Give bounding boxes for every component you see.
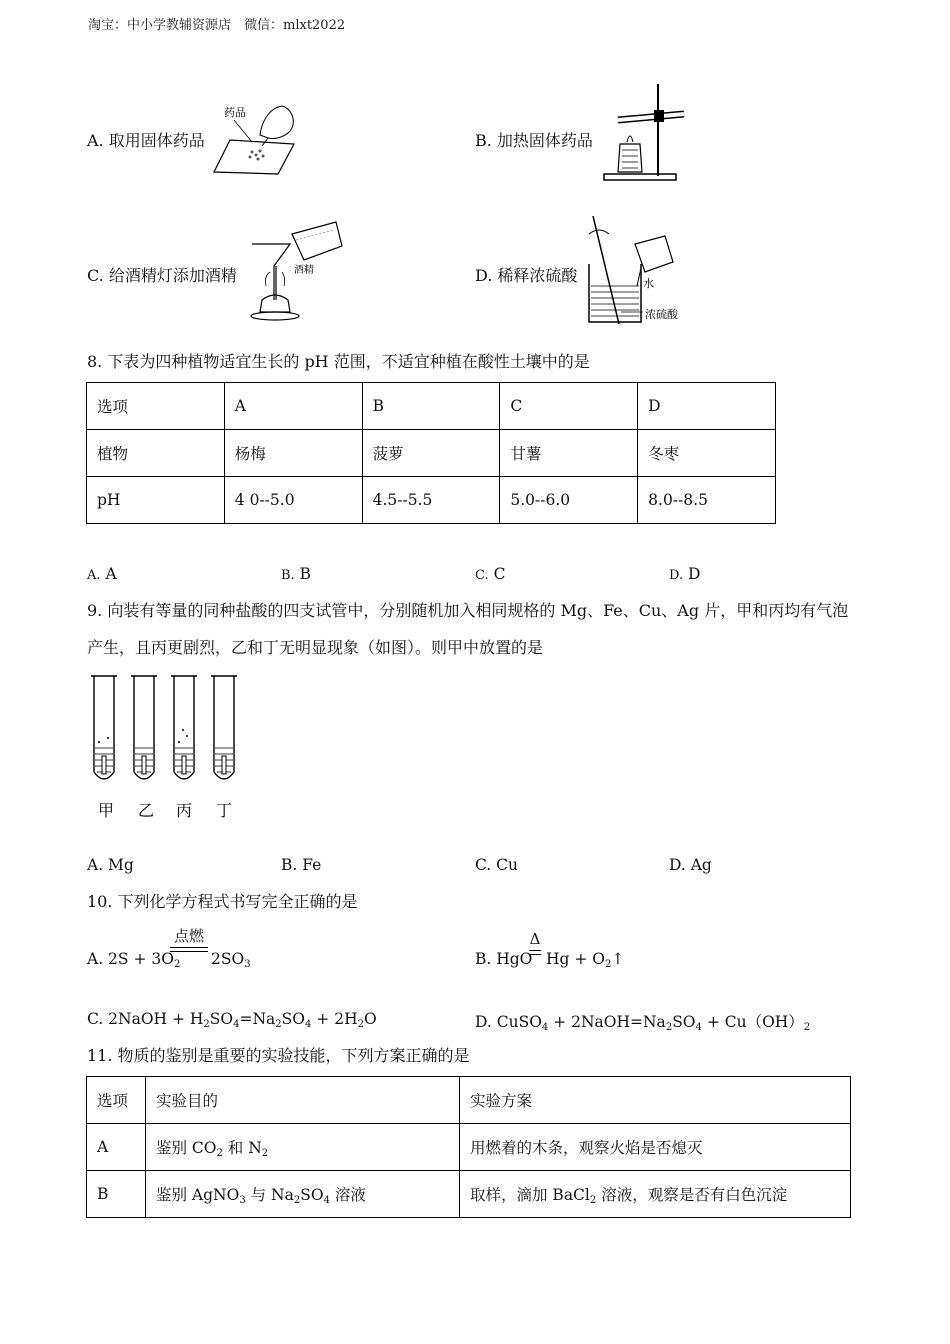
fig-a-label: 药品 — [224, 106, 246, 119]
table-row — [87, 430, 776, 477]
table-row — [87, 383, 776, 430]
q9-choice-c: C. Cu — [475, 856, 519, 874]
table-cell: A — [224, 383, 362, 430]
figure-add-alcohol — [246, 220, 346, 324]
table-cell: B — [362, 383, 500, 430]
table-cell: 菠萝 — [362, 430, 500, 477]
q9-stem-line2: 产生，且丙更剧烈，乙和丁无明显现象（如图）。则甲中放置的是 — [87, 638, 544, 657]
table-row — [87, 477, 776, 524]
table-cell: 4.5--5.5 — [362, 477, 500, 524]
figure-heat-solid — [600, 84, 695, 184]
q10-option-d: D. CuSO$_4$ + $2NaOH=Na_2SO_4 + Cu(OH)_2$ — [475, 1013, 811, 1033]
table-cell: 杨梅 — [224, 430, 362, 477]
q11-stem: 11. 物质的鉴别是重要的实验技能，下列方案正确的是 — [87, 1046, 470, 1065]
table-cell: 甘薯 — [500, 430, 638, 477]
tube-label-ding: 丁 — [216, 801, 233, 820]
q8-stem: 8. 下表为四种植物适宜生长的 pH 范围，不适宜种植在酸性土壤中的是 — [87, 352, 590, 371]
table-cell: 选项 — [87, 383, 225, 430]
table-row — [87, 1077, 851, 1124]
table-row — [87, 1124, 851, 1171]
q8-choice-d: D. D — [669, 565, 701, 583]
q9-stem-line1: 9. 向装有等量的同种盐酸的四支试管中，分别随机加入相同规格的 Mg、Fe、Cu、Ag 片，甲和丙均有气泡 — [87, 601, 849, 620]
fig-c-label: 酒精 — [294, 265, 314, 276]
table-cell: 鉴别 $CO_2$ 和 $N_2$ — [146, 1124, 460, 1171]
q10-stem: 10. 下列化学方程式书写完全正确的是 — [87, 892, 358, 911]
tube-label-bing: 丙 — [176, 801, 193, 820]
q10-a-equals — [170, 947, 208, 952]
table-cell: 冬枣 — [638, 430, 776, 477]
table-header-cell: 实验目的 — [146, 1077, 460, 1124]
test-tubes-figure — [88, 672, 238, 824]
table-cell: 植物 — [87, 430, 225, 477]
figure-dilute-acid — [585, 212, 695, 326]
table-cell: pH — [87, 477, 225, 524]
q9-choice-d: D. Ag — [669, 856, 712, 874]
table-row — [87, 1171, 851, 1218]
table-cell: A — [87, 1124, 146, 1171]
tube-label-jia: 甲 — [98, 801, 115, 820]
q8-choice-b: B. B — [281, 565, 312, 583]
table-cell: 用燃着的木条，观察火焰是否熄灭 — [460, 1124, 851, 1171]
q10-option-c: C. 2NaOH + $H_2SO_4=Na_2SO_4 + 2H_2O$ — [87, 1010, 377, 1030]
q10-option-a: A. $2S + 3O_2$ — [87, 950, 181, 970]
q10-b-condition: Δ — [529, 930, 541, 948]
fig-d-acid: 浓硫酸 — [645, 308, 678, 321]
page-header: 淘宝：中小学教辅资源店 微信：mlxt2022 — [88, 18, 346, 33]
q9-choice-a: A. Mg — [87, 856, 134, 874]
q10-a-condition: 点燃 — [173, 927, 204, 945]
q10-b-product: $Hg + O_2↑$ — [546, 950, 625, 970]
table-cell: 5.0--6.0 — [500, 477, 638, 524]
q7-option-c: C. 给酒精灯添加酒精 — [87, 266, 237, 285]
q8-table — [86, 382, 776, 524]
fig-d-water: 水 — [643, 277, 654, 290]
q7-option-b: B. 加热固体药品 — [475, 131, 593, 150]
table-header-cell: 实验方案 — [460, 1077, 851, 1124]
table-cell: 4 0--5.0 — [224, 477, 362, 524]
tube-label-yi: 乙 — [138, 801, 155, 820]
table-cell: 8.0--8.5 — [638, 477, 776, 524]
q10-b-equals — [529, 950, 541, 955]
table-header-cell: 选项 — [87, 1077, 146, 1124]
table-cell: 取样，滴加 BaCl$_2$ 溶液，观察是否有白色沉淀 — [460, 1171, 851, 1218]
table-cell: B — [87, 1171, 146, 1218]
table-cell: 鉴别 AgNO$_3$ 与 $Na_2SO_4$ 溶液 — [146, 1171, 460, 1218]
table-cell: C — [500, 383, 638, 430]
q7-option-d: D. 稀释浓硫酸 — [475, 266, 578, 285]
q7-option-a: A. 取用固体药品 — [87, 131, 205, 150]
figure-take-solid — [212, 100, 302, 178]
q10-option-b: B. HgO — [475, 950, 533, 968]
q10-a-product: $2SO_3$ — [211, 950, 251, 970]
q8-choice-a: A. A — [87, 565, 117, 583]
q11-table — [86, 1076, 851, 1218]
q9-choice-b: B. Fe — [281, 856, 322, 874]
table-cell: D — [638, 383, 776, 430]
q8-choice-c: C. C — [475, 565, 506, 583]
